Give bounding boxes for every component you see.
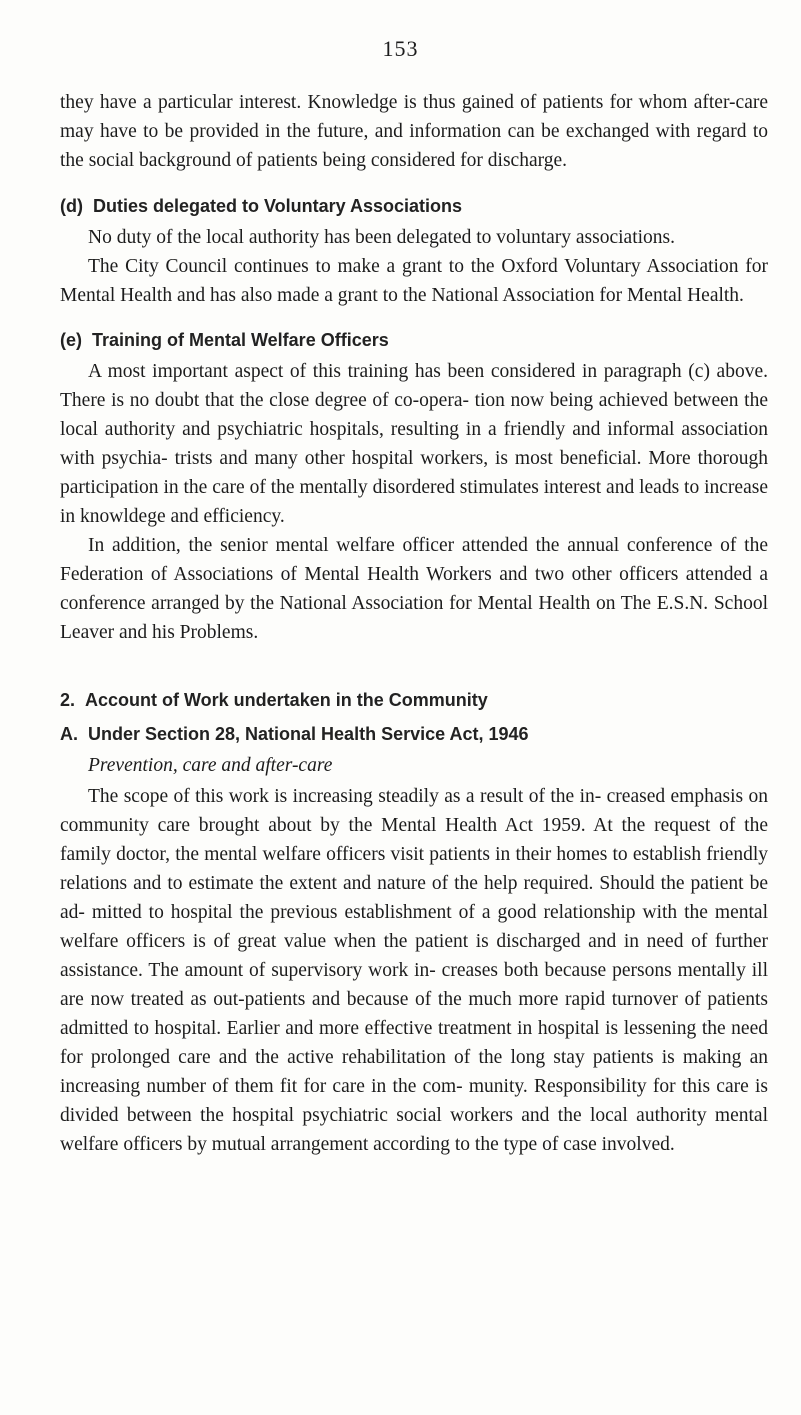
section-2-heading bbox=[60, 687, 768, 713]
section-d-heading bbox=[60, 193, 768, 219]
section-e-paragraph-2: In addition, the senior mental welfare officer attended the annual conference of the Federation of Associations of Mental Health Workers and two other officers attended a conference arranged by the National Association for Mental Health on The E.S.N. School Leaver and his Problems. bbox=[60, 535, 768, 643]
section-d-paragraph-2: The City Council continues to make a grant to the Oxford Voluntary Association for Mental Health and has also made a grant to the National Association for Mental Health. bbox=[60, 256, 768, 306]
section-a-subheading: Prevention, care and after-care bbox=[88, 755, 333, 776]
section-e-heading bbox=[60, 327, 768, 353]
section-e-paragraph-1: A most important aspect of this training has been considered in paragraph (c) above. There is no doubt that the close degree of co-opera- tion now being achieved between the local authority and psychiatric hospitals, resulting in a friendly and informal association with psychia- trists and many other hospital workers, is most beneficial. More thorough participation in the care of the mentally disordered stimulates interest and leads to increase in knowldege and efficiency. bbox=[60, 361, 768, 527]
section-d-title: Duties delegated to Voluntary Associations bbox=[92, 196, 463, 216]
section-e-label: (e) bbox=[60, 330, 82, 350]
section-2-label: 2. bbox=[60, 690, 76, 710]
section-d-paragraph-1: No duty of the local authority has been delegated to voluntary associations. bbox=[88, 227, 676, 248]
section-a-title: Under Section 28, National Health Service Act, 1946 bbox=[88, 724, 529, 744]
section-a-heading bbox=[60, 721, 768, 747]
page-number: 153 bbox=[382, 36, 419, 61]
section-2-title: Account of Work undertaken in the Community bbox=[85, 690, 488, 710]
section-a-label: A. bbox=[60, 724, 78, 744]
intro-paragraph: they have a particular interest. Knowledge is thus gained of patients for whom after-care may have to be provided in the future, and information can be exchanged with regard to the social background of patients being considered for discharge. bbox=[60, 92, 768, 171]
section-e-title: Training of Mental Welfare Officers bbox=[92, 330, 389, 350]
page-body bbox=[60, 88, 768, 1159]
section-d-label: (d) bbox=[60, 196, 83, 216]
section-a-paragraph: The scope of this work is increasing steadily as a result of the in- creased emphasis on community care brought about by the Mental Health Act 1959. At the request of the family doctor, the mental welfare officers visit patients in their homes to establish friendly relations and to estimate the extent and nature of the help required. Should the patient be ad- mitted to hospital the previous establishment of a good relationship with the mental welfare officers is of great value when the patient is discharged and in need of further assistance. The amount of supervisory work in- creases both because persons mentally ill are now treated as out-patients and because of the much more rapid turnover of patients admitted to hospital. Earlier and more effective treatment in hospital is lessening the need for prolonged care and the active rehabilitation of the long stay patients is making an increasing number of them fit for care in the com- munity. Responsibility for this care is divided between the hospital psychiatric social workers and the local authority mental welfare officers by mutual arrangement according to the type of case involved. bbox=[60, 786, 768, 1155]
